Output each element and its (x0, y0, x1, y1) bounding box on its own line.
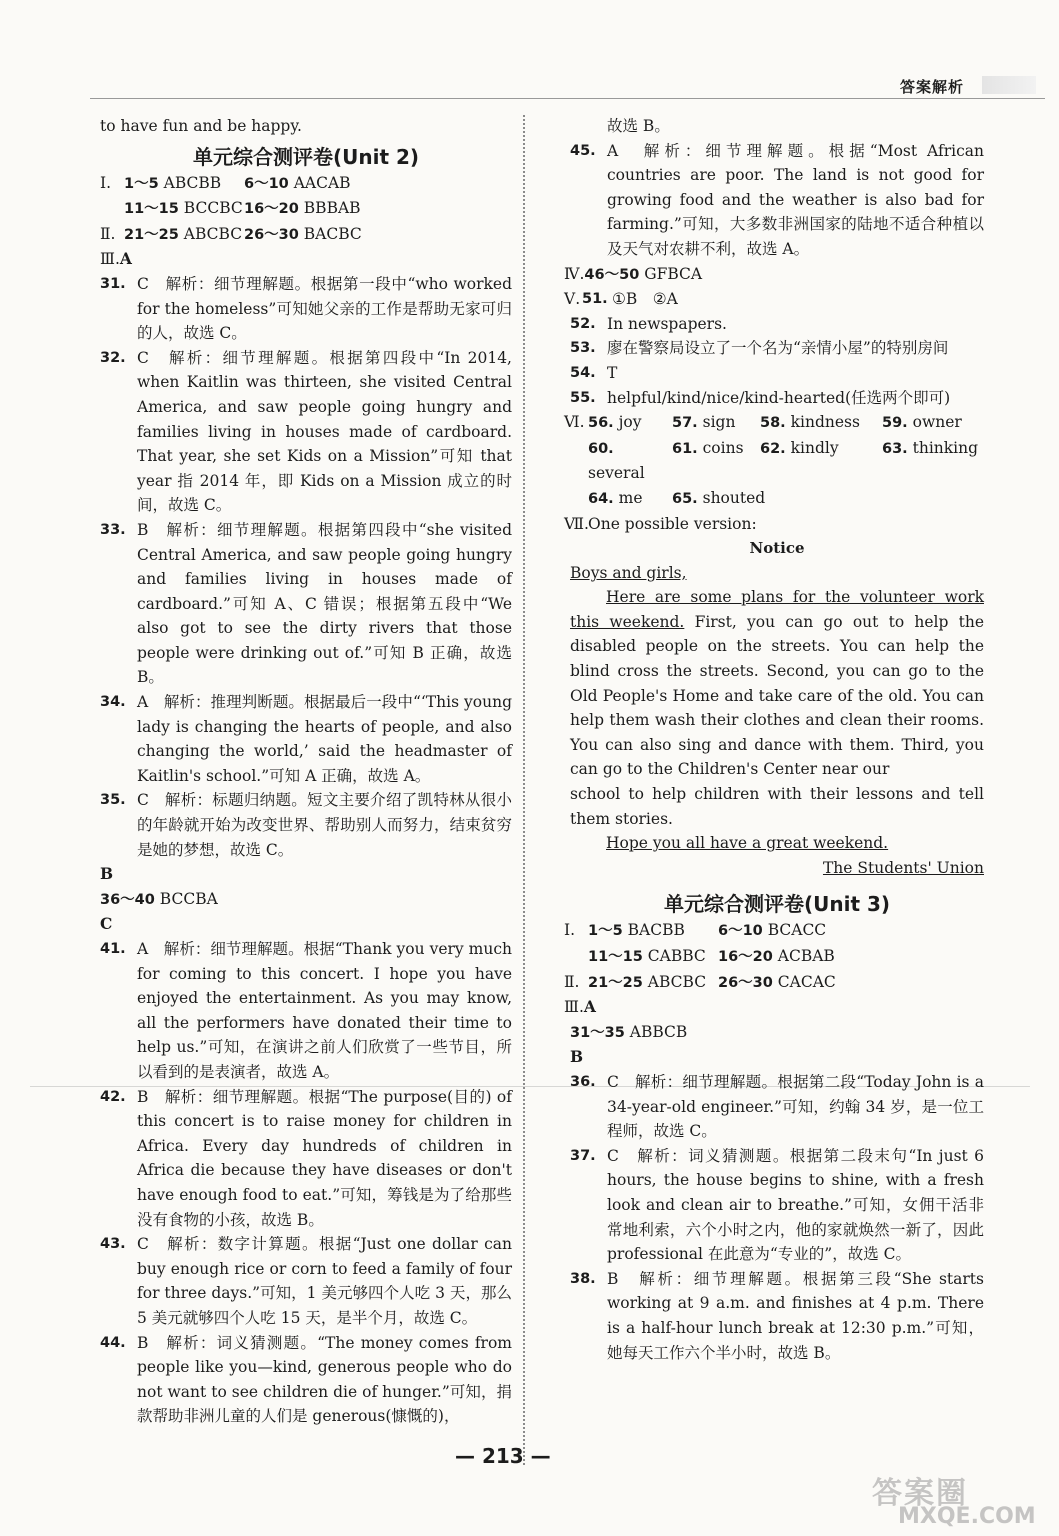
range: 31～35 (570, 1024, 625, 1041)
section-letter: C (100, 914, 113, 934)
answers: CACAC (777, 972, 836, 991)
question-number: 31. (100, 275, 126, 292)
range: 21～25 (588, 974, 643, 991)
range-36-40 (100, 887, 512, 913)
question-number: 35. (100, 792, 126, 809)
section-b-label (100, 862, 512, 887)
question-number: 54. (570, 364, 596, 381)
question-44 (100, 1331, 512, 1429)
question-text: helpful/kind/nice/kind-hearted(任选两个即可) (607, 388, 951, 407)
answer-row (564, 944, 984, 970)
answers: ABCBC (183, 224, 243, 243)
part-label: Ⅲ. (100, 250, 120, 269)
part7-text: One possible version: (588, 514, 757, 533)
section-c-label (100, 912, 512, 937)
question-41 (100, 937, 512, 1085)
range: 26～30 (718, 974, 773, 991)
question-35 (100, 788, 512, 862)
column-divider (523, 115, 525, 1465)
question-number: 59. (882, 415, 908, 432)
question-number: 64. (588, 490, 614, 507)
question-number: 45. (570, 142, 596, 159)
question-text: B 解析：细节理解题。根据第三段“She starts working at 9 a.m. and finishes at 4 p.m. There is a half-hour lunch break at 12:30 p.m.”可知，她每天工作六个半小时，故选 B。 (607, 1269, 984, 1362)
answer-row (100, 196, 512, 222)
part-label: Ⅱ. (100, 224, 116, 243)
answer-word: thinking (912, 438, 979, 457)
answer-word: me (618, 488, 643, 507)
answers: ACBAB (777, 947, 835, 965)
question-text: C 解析：细节理解题。根据第二段“Today John is a 34-year-old engineer.”可知，约翰 34 岁，是一位工程师，故选 C。 (607, 1072, 984, 1141)
answers: BBBAB (303, 199, 361, 218)
answers: BCCBC (183, 199, 243, 218)
range: 6～10 (244, 175, 289, 192)
answer-row (100, 171, 512, 197)
page-number: — 213 — (455, 1444, 551, 1468)
question-text: C 解析：词义猜测题。根据第二段末句“In just 6 hours, the house begins to shine, with a fresh look and clean air to breathe.”可知，女佣干活非常地利索，六个小时之内，他的家就焕然一新了，因此 professional 在此意为“专业的”，故选 C。 (607, 1146, 984, 1264)
answers: GFBCA (644, 264, 703, 283)
question-34 (100, 690, 512, 788)
notice-title: Notice (749, 539, 805, 558)
intro-line: to have fun and be happy. (100, 117, 302, 135)
question-number: 61. (672, 440, 698, 457)
question-number: 52. (570, 315, 596, 332)
question-38 (570, 1267, 984, 1365)
part3-header (564, 995, 984, 1020)
unit3-title: 单元综合测评卷(Unit 3) (663, 892, 891, 917)
answer-word: kindness (790, 413, 860, 432)
question-42 (100, 1085, 512, 1233)
question-number: 57. (672, 415, 698, 432)
answers: ABCBB (163, 173, 222, 192)
range: 1～5 (124, 175, 159, 192)
question-number: 55. (570, 389, 596, 406)
header-rule (90, 98, 1045, 99)
header-decoration-bar (982, 76, 1036, 94)
part-label: Ⅴ. (564, 290, 581, 309)
question-text: C 解析：细节理解题。根据第四段中“In 2014, when Kaitlin was thirteen, she visited Central America, and saw people going hungry and families living in houses made of cardboard. That year, she set Kids on a Mission”可知 that year 指 2014 年，即 Kids on a Mission 成立的时间，故选 C。 (137, 348, 512, 515)
watermark-url: MXQE.COM (898, 1504, 1036, 1529)
part3-header (100, 247, 512, 272)
question-33 (100, 518, 512, 690)
question-number: 43. (100, 1236, 126, 1253)
question-52 (570, 312, 984, 337)
answers: BCACC (767, 921, 827, 940)
question-51 (564, 287, 984, 312)
part7-row (564, 512, 984, 537)
right-column (564, 114, 984, 1365)
answer-word: shouted (702, 488, 766, 507)
notice-greeting: Boys and girls, (570, 563, 687, 582)
answers: BACBB (627, 921, 685, 940)
part6-row (564, 436, 984, 486)
question-text: B 解析：细节理解题。根据第四段中“she visited Central America, and saw people going hungry and families living in houses made of cardboard.”可知 A、C 错误；根据第五段中“We also got to see the dirty rivers that those people were drinking out of.”可知 B 正确，故选 B。 (137, 520, 512, 687)
question-number: 37. (570, 1147, 596, 1164)
answers: BCCBA (159, 889, 218, 908)
part-label: Ⅲ. (564, 998, 584, 1017)
question-text: In newspapers. (607, 314, 727, 333)
part-label: Ⅰ. (100, 173, 112, 192)
continuation-text: 故选 B。 (607, 117, 670, 135)
answers: CABBC (647, 947, 706, 965)
question-text: A 解析：细节理解题。根据“Thank you very much for coming to this concert. I hope you have enjoyed the entertainment. As you may know, all the performers have donated their time to help us.”可知，在演讲之前人们欣赏了一些节目，所以看到的是表演者，故选 A。 (137, 940, 512, 1081)
question-number: 36. (570, 1073, 596, 1090)
question-number: 51. (582, 291, 608, 308)
answers: ABBCB (629, 1022, 688, 1041)
question-number: 53. (570, 340, 596, 357)
part6-row (564, 410, 984, 436)
question-text: T (607, 363, 618, 382)
notice-body-rest: First, you can go out to help the disabled people on the streets. You can help the blind cross the streets. Second, you can go to the Old People's Home and take care of the old. You can help them wash their clothes and clean their rooms. You can also sing and dance with them. Third, you can go to the Children's Center near our (570, 612, 984, 779)
range-31-35 (570, 1020, 984, 1046)
range: 21～25 (124, 226, 179, 243)
question-text: A 解析：细节理解题。根据“Most African countries are poor. The land is not good for growing food and the weather is also bad for farming.”可知，大多数非洲国家的陆地不适合种植以及天气对农耕不利，故选 A。 (607, 141, 984, 258)
notice-body (570, 585, 984, 782)
answer-row (100, 222, 512, 248)
question-text: ①B ②A (612, 290, 678, 309)
question-37 (570, 1144, 984, 1267)
answer-word: coins (702, 438, 744, 457)
question-number: 63. (882, 440, 908, 457)
answer-word: joy (618, 413, 642, 432)
answers: BACBC (303, 224, 362, 243)
question-number: 58. (760, 415, 786, 432)
question-43 (100, 1232, 512, 1330)
notice-closing: Hope you all have a great weekend. (606, 834, 889, 853)
question-number: 33. (100, 521, 126, 538)
part-label: Ⅵ. (564, 413, 585, 432)
question-number: 42. (100, 1088, 126, 1105)
question-number: 41. (100, 941, 126, 957)
question-number: 34. (100, 694, 126, 711)
range: 26～30 (244, 226, 299, 243)
header-label: 答案解析 (900, 78, 965, 96)
range: 11～15 (124, 201, 179, 218)
question-text: B 解析：词义猜测题。“The money comes from people like you—kind, generous people who do not want to see children die of hunger.”可知，捐款帮助非洲儿童的人们是 generous(慷慨的)， (137, 1333, 512, 1426)
question-text: A 解析：推理判断题。根据最后一段中“‘This young lady is changing the hearts of people, and also changing the world,’ said the headmaster of Kaitlin's school.”可知 A 正确，故选 A。 (137, 693, 512, 785)
question-55 (570, 386, 984, 411)
question-53 (570, 336, 984, 361)
question-31 (100, 272, 512, 346)
answer-row (564, 970, 984, 996)
notice-body-2: school to help children with their lessons and tell them stories. (570, 785, 984, 828)
question-number: 32. (100, 349, 126, 366)
answers: ABCBC (647, 972, 707, 991)
page-number-value: 213 (481, 1444, 524, 1468)
question-text: C 解析：细节理解题。根据第一段中“who worked for the homeless”可知她父亲的工作是帮助无家可归的人，故选 C。 (137, 274, 512, 343)
answer-word: several (588, 464, 645, 483)
section-letter: B (570, 1047, 584, 1067)
part6-row (564, 486, 984, 512)
question-54 (570, 361, 984, 386)
question-number: 60. (588, 440, 614, 457)
question-number: 65. (672, 490, 698, 507)
section-letter: B (100, 864, 114, 884)
part-label: Ⅰ. (564, 921, 576, 940)
range: 16～20 (244, 201, 299, 218)
section-b-label (570, 1045, 984, 1070)
section-letter: A (119, 249, 132, 269)
question-36 (570, 1070, 984, 1144)
part4-row (564, 262, 984, 288)
answer-word: sign (702, 413, 736, 432)
question-32 (100, 346, 512, 518)
question-text: C 解析：数字计算题。根据“Just one dollar can buy enough rice or corn to feed a family of four for three days.”可知，1 美元够四个人吃 3 天，那么 5 美元就够四个人吃 15 天，是半个月，故选 C。 (137, 1235, 512, 1327)
range: 36～40 (100, 891, 155, 908)
unit2-title: 单元综合测评卷(Unit 2) (192, 144, 420, 169)
question-number: 38. (570, 1270, 596, 1287)
watermark-logo: 答案圈 (872, 1476, 968, 1511)
range: 6～10 (718, 923, 763, 940)
answers: AACAB (293, 173, 351, 192)
question-number: 56. (588, 415, 614, 432)
notice-signature: The Students' Union (822, 858, 984, 877)
answer-word: owner (912, 413, 962, 432)
range: 46～50 (584, 266, 640, 283)
answer-word: kindly (790, 438, 839, 457)
section-letter: A (583, 997, 596, 1017)
left-column (100, 114, 512, 1429)
question-text: 廖在警察局设立了一个名为“亲情小屋”的特别房间 (607, 339, 949, 358)
question-text: C 解析：标题归纳题。短文主要介绍了凯特林从很小的年龄就开始为改变世界、帮助别人而努力，结束贫穷是她的梦想，故选 C。 (137, 791, 512, 859)
range: 11～15 (588, 949, 643, 965)
part-label: Ⅱ. (564, 972, 580, 991)
part-label: Ⅶ. (564, 514, 589, 533)
range: 16～20 (718, 949, 773, 965)
question-text: B 解析：细节理解题。根据“The purpose(目的) of this concert is to raise money for children in Africa. Every day hundreds of children in Africa die because they have diseases or don't have enough food to eat.”可知，筹钱是为了给那些没有食物的小孩，故选 B。 (137, 1087, 512, 1229)
question-number: 44. (100, 1334, 126, 1351)
question-45 (570, 139, 984, 262)
answer-row (564, 918, 984, 944)
part-label: Ⅳ. (564, 264, 585, 283)
range: 1～5 (588, 923, 623, 940)
notice-body-underlined: Here are some plans for the volunteer work this weekend. (570, 588, 984, 631)
question-number: 62. (760, 440, 786, 457)
